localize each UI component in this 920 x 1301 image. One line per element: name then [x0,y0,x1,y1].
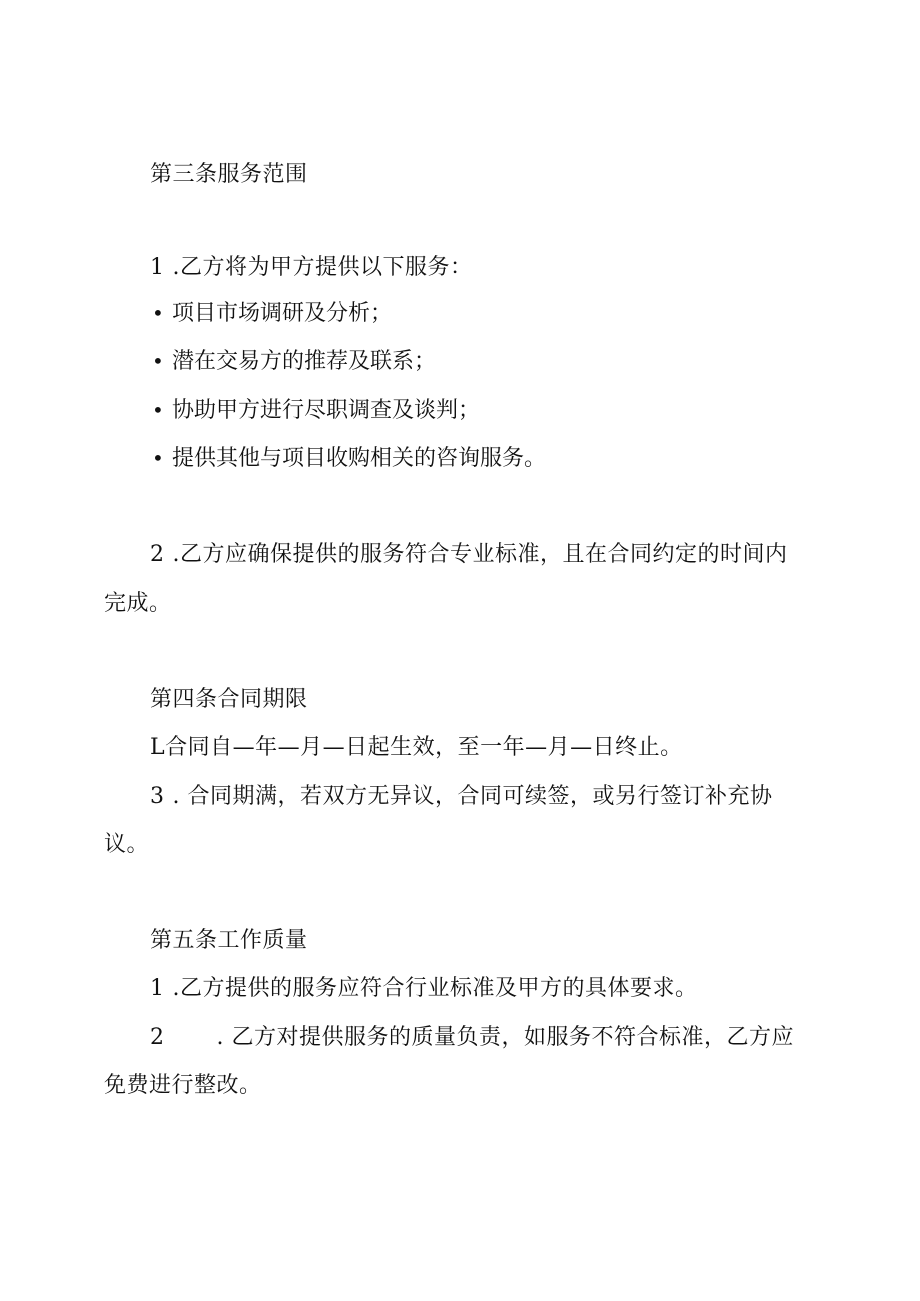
section4-item3-text: . 合同期满，若双方无异议，合同可续签，或另行签订补充协 [172,784,773,809]
section3-bullet-3 [152,395,480,426]
bullet-icon: • [152,349,164,373]
section3-item2-text: .乙方应确保提供的服务符合专业标准，且在合同约定的时间内 [172,542,788,567]
bullet-icon: • [152,398,164,422]
section5-item2-line2: 免费进行整改。 [104,1073,262,1098]
section5-item1 [150,974,698,1004]
section3-item2-number: 2 [150,542,165,567]
section3-item2-line1 [150,540,788,570]
section5-item1-text: .乙方提供的服务应符合行业标准及甲方的具体要求。 [172,976,698,1001]
section3-item2-line2: 完成。 [104,591,172,616]
section3-bullet-4 [152,443,546,474]
section5-heading: 第五条工作质量 [150,928,308,953]
bullet-icon: • [152,301,164,325]
section3-bullet-1 [152,298,392,329]
bullet-text: 潜在交易方的推荐及联系； [172,349,437,374]
bullet-text: 项目市场调研及分析； [172,301,393,326]
section3-item1-number: 1 [150,255,165,280]
bullet-text: 提供其他与项目收购相关的咨询服务。 [172,446,547,471]
section5-item2-number: 2 [150,1025,165,1050]
section5-item2-line1 [150,1023,794,1053]
bullet-text: 协助甲方进行尽职调查及谈判； [172,398,481,423]
section4-item3-number: 3 [150,784,165,809]
section3-heading: 第三条服务范围 [150,162,308,187]
section4-item1: L合同自—年—月—日起生效，至一年—月—日终止。 [150,735,683,760]
section3-item1-text: .乙方将为甲方提供以下服务： [172,255,473,280]
section3-bullet-2 [152,346,436,377]
section3-item1 [150,253,473,283]
section4-item3-line1 [150,782,773,812]
section4-heading: 第四条合同期限 [150,687,308,712]
section5-item2-text: . 乙方对提供服务的质量负责，如服务不符合标准，乙方应 [216,1025,794,1050]
bullet-icon: • [152,446,164,470]
section5-item1-number: 1 [150,976,165,1001]
section4-item3-line2: 议。 [104,832,150,857]
